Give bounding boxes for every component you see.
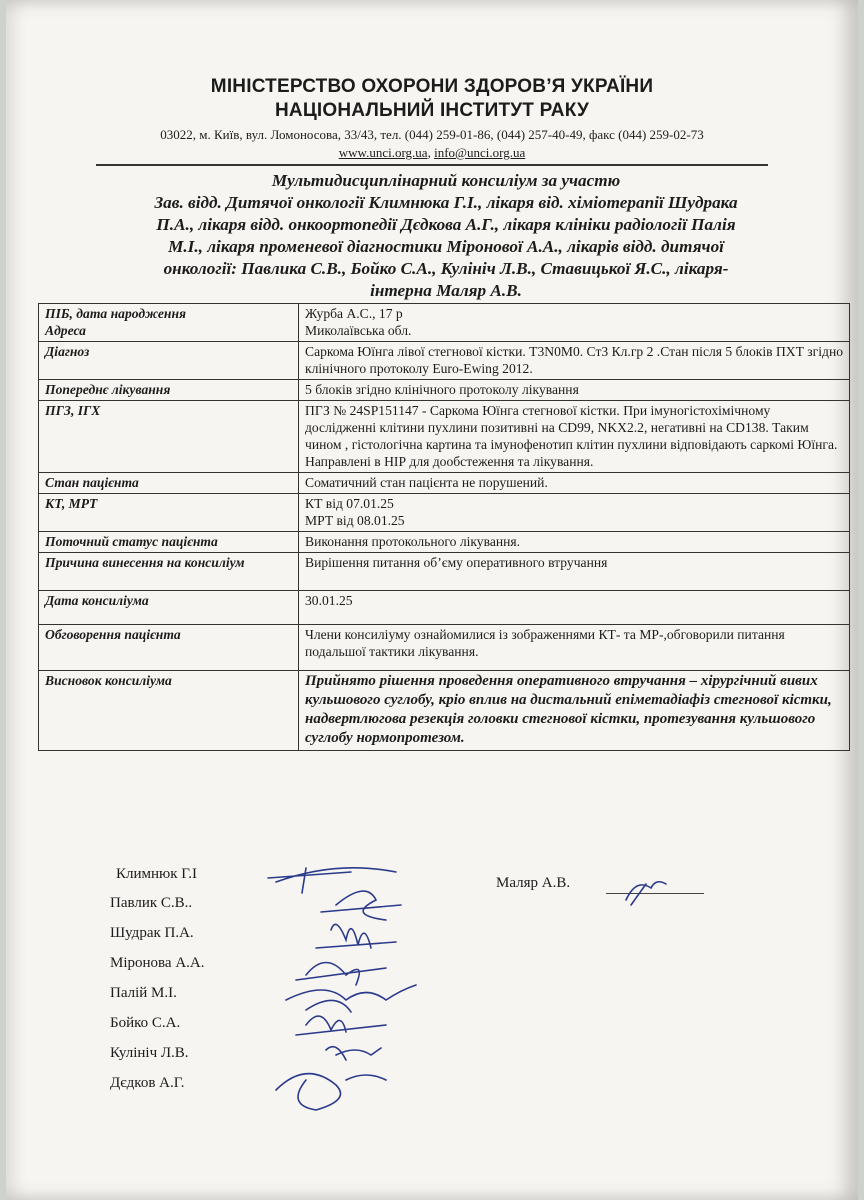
signature-stroke bbox=[268, 868, 396, 893]
contact-separator: , bbox=[427, 145, 435, 160]
label-name-dob: ПІБ, дата народження bbox=[45, 306, 187, 321]
signature-stroke bbox=[316, 924, 396, 948]
intro-line: М.І., лікаря променевої діагностики Міронової А.А., лікарів відд. дитячої bbox=[168, 237, 724, 256]
patient-state-value: Соматичний стан пацієнта не порушений. bbox=[299, 473, 850, 494]
signer-name: Палій М.І. bbox=[110, 985, 177, 1001]
institute-title: НАЦІОНАЛЬНИЙ ІНСТИТУТ РАКУ bbox=[275, 100, 589, 121]
signature-stroke bbox=[296, 963, 386, 986]
row-label: Дата консиліума bbox=[39, 591, 299, 625]
handwritten-signatures bbox=[6, 0, 858, 1200]
row-label: Обговорення пацієнта bbox=[39, 625, 299, 671]
patient-address: Миколаївська обл. bbox=[305, 323, 412, 338]
signer-name: Міронова А.А. bbox=[110, 955, 205, 971]
signer-name: Бойко С.А. bbox=[110, 1015, 181, 1031]
histology-value: ПГЗ № 24SP151147 - Саркома Юїнга стегнової кістки. При імуногістохімічному дослідженні клітини пухлини позитивні на CD99, NKX2.2, негативні на CD138. Таким чином , гістологічна картина та імунофенотип клітин пухлини відповідають саркомі Юїнга. Направлені в НІР для дообстеження та лікування. bbox=[299, 401, 850, 473]
mri-date: МРТ від 08.01.25 bbox=[305, 513, 405, 528]
signer-name: Дєдков А.Г. bbox=[110, 1075, 185, 1091]
diagnosis-value: Саркома Юїнга лівої стегнової кістки. T3N0M0. Ст3 Кл.гр 2 .Стан після 5 блоків ПХТ згідно клінічного протоколу Euro-Ewing 2012. bbox=[299, 342, 850, 380]
ct-date: КТ від 07.01.25 bbox=[305, 496, 394, 511]
intro-line: інтерна Маляр А.В. bbox=[370, 281, 522, 300]
website-link[interactable]: www.unci.org.ua bbox=[338, 145, 428, 160]
ministry-title: МІНІСТЕРСТВО ОХОРОНИ ЗДОРОВ’Я УКРАЇНИ bbox=[210, 76, 654, 97]
label-address: Адреса bbox=[45, 323, 86, 338]
signature-stroke bbox=[326, 1047, 381, 1060]
row-label: ПГЗ, ІГХ bbox=[39, 401, 299, 473]
intro-line: П.А., лікаря відд. онкоортопедії Дєдкова А.Г., лікаря клініки радіології Палія bbox=[156, 215, 736, 234]
row-label: Висновок консиліума bbox=[39, 671, 299, 751]
signer-name: Шудрак П.А. bbox=[110, 925, 194, 941]
signature-stroke bbox=[626, 882, 666, 905]
current-status-value: Виконання протокольного лікування. bbox=[299, 532, 850, 553]
signature-stroke bbox=[321, 891, 401, 920]
row-label: Попереднє лікування bbox=[39, 380, 299, 401]
document-page bbox=[6, 0, 858, 1200]
signer-name: Кулініч Л.В. bbox=[110, 1045, 189, 1061]
row-label: Причина винесення на консиліум bbox=[39, 553, 299, 591]
signature-stroke bbox=[286, 985, 416, 1012]
patient-name: Журба А.С., 17 р bbox=[305, 306, 403, 321]
institute-address: 03022, м. Київ, вул. Ломоносова, 33/43, тел. (044) 259-01-86, (044) 257-40-49, факс (044) 259-02-73 bbox=[160, 127, 704, 142]
signer-name: Климнюк Г.І bbox=[116, 866, 198, 882]
signer-name: Павлик С.В.. bbox=[110, 895, 193, 911]
consilium-date-value: 30.01.25 bbox=[299, 591, 850, 625]
email-link[interactable]: info@unci.org.ua bbox=[434, 145, 526, 160]
row-label: Стан пацієнта bbox=[39, 473, 299, 494]
previous-treatment-value: 5 блоків згідно клінічного протоколу лікування bbox=[299, 380, 850, 401]
intro-line: Зав. відд. Дитячої онкології Климнюка Г.І., лікаря від. хіміотерапії Шудрака bbox=[154, 193, 738, 212]
signature-stroke bbox=[296, 1016, 386, 1035]
row-label: Поточний статус пацієнта bbox=[39, 532, 299, 553]
signature-strokes bbox=[268, 868, 666, 1110]
discussion-value: Члени консиліуму ознайомилися із зображеннями КТ- та МР-,обговорили питання подальшої тактики лікування. bbox=[299, 625, 850, 671]
conclusion-value: Прийнято рішення проведення оперативного втручання – хірургічний вивих кульшового суглобу, кріо вплив на дистальний епіметадіафіз стегнової кістки, надвертлюгова резекція головки стегнової кістки, протезування кульшового суглобу нормопротезом. bbox=[299, 671, 850, 751]
row-label: Діагноз bbox=[39, 342, 299, 380]
intro-line: Мультидисциплінарний консиліум за участю bbox=[271, 171, 621, 190]
row-label: КТ, МРТ bbox=[39, 494, 299, 532]
intro-line: онкології: Павлика С.В., Бойко С.А., Кулініч Л.В., Ставицької Я.С., лікаря- bbox=[163, 259, 729, 278]
signer-name-right: Маляр А.В. bbox=[496, 875, 571, 891]
signature-stroke bbox=[276, 1074, 386, 1110]
reason-value: Вирішення питання об’єму оперативного втручання bbox=[299, 553, 850, 591]
